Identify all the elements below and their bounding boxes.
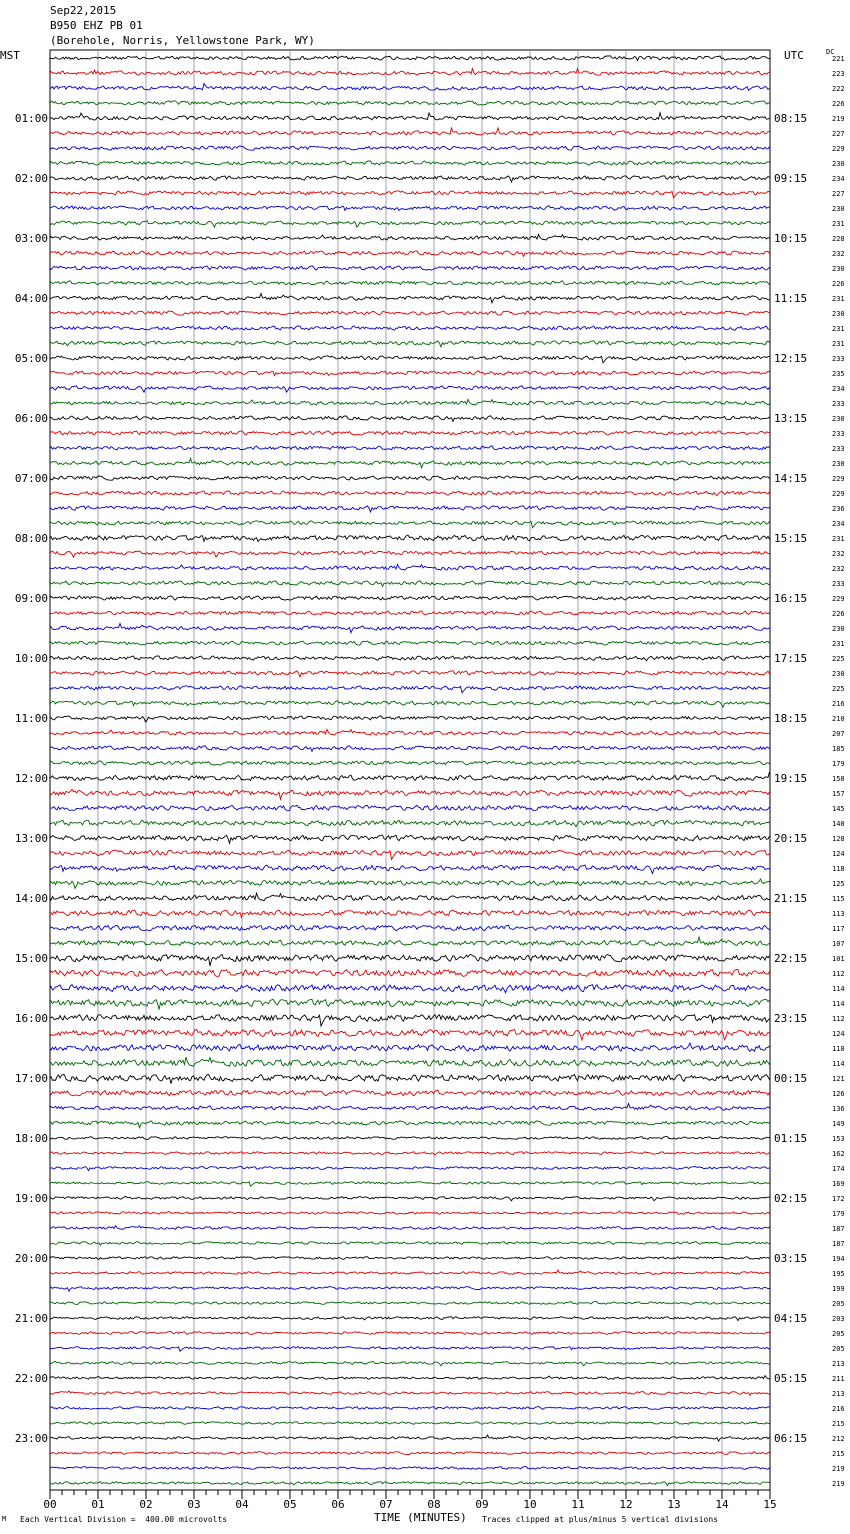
trace-line-75 [50, 1167, 770, 1171]
hour-label-left-10: 10:00 [14, 652, 48, 665]
trace-line-20 [50, 341, 770, 347]
dc-value-label-96: 219 [832, 1480, 845, 1488]
trace-line-84 [50, 1302, 770, 1305]
hour-label-right-2: 09:15 [774, 172, 808, 185]
trace-line-91 [50, 1407, 770, 1410]
dc-value-label-20: 231 [832, 340, 845, 348]
trace-line-76 [50, 1182, 770, 1187]
chart-station: B950 EHZ PB 01 [50, 19, 143, 32]
hour-label-left-5: 05:00 [14, 352, 48, 365]
trace-line-79 [50, 1226, 770, 1230]
dc-value-label-34: 232 [832, 550, 845, 558]
trace-line-21 [50, 356, 770, 363]
trace-line-59 [50, 925, 770, 931]
dc-value-label-63: 114 [832, 985, 845, 993]
dc-value-label-11: 230 [832, 205, 845, 213]
dc-value-label-62: 112 [832, 970, 845, 978]
trace-line-15 [50, 266, 770, 270]
hour-label-left-20: 20:00 [14, 1252, 48, 1265]
dc-value-label-40: 231 [832, 640, 845, 648]
dc-value-label-81: 194 [832, 1255, 845, 1263]
left-timezone-label: MST [0, 49, 20, 62]
dc-value-label-87: 205 [832, 1345, 845, 1353]
dc-value-label-23: 234 [832, 385, 845, 393]
dc-value-label-94: 215 [832, 1450, 845, 1458]
hour-label-left-12: 12:00 [14, 772, 48, 785]
hour-label-left-19: 19:00 [14, 1192, 48, 1205]
trace-line-63 [50, 985, 770, 993]
dc-value-label-57: 115 [832, 895, 845, 903]
dc-value-label-67: 118 [832, 1045, 845, 1053]
trace-line-70 [50, 1090, 770, 1096]
x-tick-label-03: 03 [187, 1498, 201, 1511]
x-axis-title: TIME (MINUTES) [374, 1511, 467, 1524]
dc-value-label-95: 219 [832, 1465, 845, 1473]
dc-value-label-19: 231 [832, 325, 845, 333]
hour-label-right-11: 18:15 [774, 712, 808, 725]
trace-line-92 [50, 1422, 770, 1425]
hour-label-right-12: 19:15 [774, 772, 808, 785]
trace-line-50 [50, 789, 770, 799]
dc-value-label-26: 233 [832, 430, 845, 438]
hour-label-left-4: 04:00 [14, 292, 48, 305]
trace-line-34 [50, 551, 770, 557]
dc-value-label-78: 179 [832, 1210, 845, 1218]
trace-line-13 [50, 234, 770, 240]
dc-value-label-45: 210 [832, 715, 845, 723]
hour-label-right-23: 06:15 [774, 1432, 808, 1445]
hour-label-left-16: 16:00 [14, 1012, 48, 1025]
trace-line-12 [50, 221, 770, 227]
dc-value-label-29: 229 [832, 475, 845, 483]
dc-value-label-33: 231 [832, 535, 845, 543]
trace-line-11 [50, 206, 770, 211]
x-tick-label-04: 04 [235, 1498, 249, 1511]
trace-line-24 [50, 399, 770, 405]
trace-line-14 [50, 251, 770, 257]
hour-label-left-3: 03:00 [14, 232, 48, 245]
hour-label-left-11: 11:00 [14, 712, 48, 725]
dc-value-label-83: 199 [832, 1285, 845, 1293]
x-tick-label-09: 09 [475, 1498, 489, 1511]
trace-line-93 [50, 1435, 770, 1441]
x-tick-label-14: 14 [715, 1498, 729, 1511]
trace-line-85 [50, 1317, 770, 1321]
hour-label-right-14: 21:15 [774, 892, 808, 905]
dc-value-label-75: 174 [832, 1165, 845, 1173]
clip-note: Traces clipped at plus/minus 5 vertical divisions [482, 1515, 719, 1524]
dc-value-label-4: 226 [832, 100, 845, 108]
x-tick-label-12: 12 [619, 1498, 633, 1511]
dc-value-label-36: 233 [832, 580, 845, 588]
trace-line-37 [50, 596, 770, 600]
dc-value-label-70: 126 [832, 1090, 845, 1098]
trace-line-17 [50, 294, 770, 303]
dc-value-label-28: 230 [832, 460, 845, 468]
trace-line-27 [50, 446, 770, 450]
x-tick-label-15: 15 [763, 1498, 777, 1511]
vertical-division-note: Each Vertical Division = 400.00 microvolts [20, 1515, 228, 1524]
dc-value-label-92: 215 [832, 1420, 845, 1428]
dc-value-label-72: 149 [832, 1120, 845, 1128]
hour-label-left-1: 01:00 [14, 112, 48, 125]
trace-line-83 [50, 1287, 770, 1292]
x-tick-label-10: 10 [523, 1498, 537, 1511]
footer-mark: M [2, 1515, 7, 1523]
dc-value-label-42: 230 [832, 670, 845, 678]
trace-line-86 [50, 1332, 770, 1335]
dc-value-label-54: 124 [832, 850, 845, 858]
dc-value-label-39: 230 [832, 625, 845, 633]
trace-line-16 [50, 281, 770, 285]
dc-value-label-8: 230 [832, 160, 845, 168]
trace-line-54 [50, 850, 770, 859]
dc-value-label-41: 225 [832, 655, 845, 663]
dc-value-label-50: 157 [832, 790, 845, 798]
trace-line-29 [50, 476, 770, 480]
trace-line-66 [50, 1029, 770, 1040]
trace-line-33 [50, 535, 770, 541]
trace-line-41 [50, 656, 770, 661]
trace-line-72 [50, 1121, 770, 1128]
hour-label-right-19: 02:15 [774, 1192, 808, 1205]
dc-value-label-14: 232 [832, 250, 845, 258]
trace-line-18 [50, 311, 770, 315]
dc-value-label-49: 158 [832, 775, 845, 783]
trace-line-39 [50, 624, 770, 633]
x-tick-label-07: 07 [379, 1498, 393, 1511]
x-tick-label-02: 02 [139, 1498, 153, 1511]
hour-label-left-23: 23:00 [14, 1432, 48, 1445]
trace-line-67 [50, 1043, 770, 1051]
dc-value-label-59: 117 [832, 925, 845, 933]
trace-line-89 [50, 1376, 770, 1380]
trace-line-36 [50, 581, 770, 587]
trace-line-8 [50, 161, 770, 165]
hour-label-right-16: 23:15 [774, 1012, 808, 1025]
dc-value-label-71: 136 [832, 1105, 845, 1113]
dc-value-label-51: 145 [832, 805, 845, 813]
trace-line-4 [50, 101, 770, 105]
trace-line-42 [50, 671, 770, 677]
hour-label-right-5: 12:15 [774, 352, 808, 365]
trace-line-25 [50, 416, 770, 422]
dc-value-label-30: 229 [832, 490, 845, 498]
trace-line-3 [50, 84, 770, 91]
trace-line-65 [50, 1015, 770, 1026]
dc-value-label-74: 162 [832, 1150, 845, 1158]
trace-line-43 [50, 686, 770, 693]
trace-line-88 [50, 1362, 770, 1366]
hour-label-left-7: 07:00 [14, 472, 48, 485]
dc-value-label-86: 205 [832, 1330, 845, 1338]
hour-label-right-3: 10:15 [774, 232, 808, 245]
trace-line-78 [50, 1211, 770, 1214]
trace-line-55 [50, 865, 770, 874]
trace-line-10 [50, 191, 770, 198]
chart-date: Sep22,2015 [50, 4, 117, 17]
trace-line-44 [50, 701, 770, 707]
dc-value-label-31: 236 [832, 505, 845, 513]
hour-label-right-8: 15:15 [774, 532, 808, 545]
dc-value-label-64: 114 [832, 1000, 845, 1008]
dc-value-label-32: 234 [832, 520, 845, 528]
trace-line-81 [50, 1257, 770, 1260]
trace-line-53 [50, 835, 770, 843]
hour-label-left-18: 18:00 [14, 1132, 48, 1145]
trace-line-30 [50, 491, 770, 496]
trace-line-61 [50, 955, 770, 967]
dc-value-label-47: 185 [832, 745, 845, 753]
dc-value-label-15: 230 [832, 265, 845, 273]
x-tick-label-05: 05 [283, 1498, 297, 1511]
trace-line-58 [50, 910, 770, 918]
dc-value-label-55: 118 [832, 865, 845, 873]
trace-line-47 [50, 746, 770, 752]
hour-label-right-18: 01:15 [774, 1132, 808, 1145]
dc-value-label-80: 187 [832, 1240, 845, 1248]
hour-label-left-13: 13:00 [14, 832, 48, 845]
trace-line-95 [50, 1467, 770, 1470]
dc-value-label-69: 121 [832, 1075, 845, 1083]
dc-value-label-38: 226 [832, 610, 845, 618]
dc-value-label-61: 101 [832, 955, 845, 963]
dc-value-label-9: 234 [832, 175, 845, 183]
dc-value-label-18: 230 [832, 310, 845, 318]
dc-value-label-90: 213 [832, 1390, 845, 1398]
dc-column-label: DC [826, 48, 835, 56]
dc-value-label-46: 207 [832, 730, 845, 738]
dc-value-label-24: 233 [832, 400, 845, 408]
trace-line-62 [50, 969, 770, 976]
dc-value-label-85: 203 [832, 1315, 845, 1323]
dc-value-label-6: 227 [832, 130, 845, 138]
hour-label-right-1: 08:15 [774, 112, 808, 125]
hour-label-left-14: 14:00 [14, 892, 48, 905]
dc-value-label-91: 216 [832, 1405, 845, 1413]
dc-value-label-2: 223 [832, 70, 845, 78]
dc-value-label-21: 233 [832, 355, 845, 363]
trace-line-38 [50, 611, 770, 615]
dc-value-label-60: 107 [832, 940, 845, 948]
trace-line-5 [50, 113, 770, 120]
dc-value-label-65: 112 [832, 1015, 845, 1023]
hour-label-left-17: 17:00 [14, 1072, 48, 1085]
dc-value-label-48: 179 [832, 760, 845, 768]
dc-value-label-66: 124 [832, 1030, 845, 1038]
trace-line-96 [50, 1482, 770, 1486]
dc-value-label-17: 231 [832, 295, 845, 303]
trace-line-49 [50, 772, 770, 781]
dc-value-label-43: 225 [832, 685, 845, 693]
dc-value-label-13: 228 [832, 235, 845, 243]
trace-line-46 [50, 729, 770, 735]
x-tick-label-11: 11 [571, 1498, 585, 1511]
trace-line-32 [50, 521, 770, 528]
trace-line-80 [50, 1242, 770, 1246]
trace-line-40 [50, 641, 770, 645]
trace-line-1 [50, 56, 770, 61]
dc-value-label-79: 187 [832, 1225, 845, 1233]
dc-value-label-16: 226 [832, 280, 845, 288]
hour-label-left-9: 09:00 [14, 592, 48, 605]
hour-label-right-6: 13:15 [774, 412, 808, 425]
chart-location: (Borehole, Norris, Yellowstone Park, WY) [50, 34, 315, 47]
trace-line-74 [50, 1152, 770, 1155]
dc-value-label-35: 232 [832, 565, 845, 573]
trace-line-69 [50, 1074, 770, 1083]
dc-value-label-22: 235 [832, 370, 845, 378]
dc-value-label-84: 205 [832, 1300, 845, 1308]
hour-label-left-22: 22:00 [14, 1372, 48, 1385]
trace-line-73 [50, 1137, 770, 1140]
trace-line-48 [50, 761, 770, 765]
dc-value-label-44: 216 [832, 700, 845, 708]
hour-label-right-4: 11:15 [774, 292, 808, 305]
trace-line-77 [50, 1197, 770, 1201]
trace-line-57 [50, 893, 770, 901]
trace-line-94 [50, 1452, 770, 1455]
dc-value-label-10: 227 [832, 190, 845, 198]
dc-value-label-5: 219 [832, 115, 845, 123]
trace-line-19 [50, 326, 770, 330]
trace-line-2 [50, 69, 770, 76]
trace-line-56 [50, 879, 770, 888]
hour-label-right-7: 14:15 [774, 472, 808, 485]
hour-label-right-17: 00:15 [774, 1072, 808, 1085]
hour-label-left-15: 15:00 [14, 952, 48, 965]
trace-line-26 [50, 431, 770, 435]
trace-line-23 [50, 386, 770, 392]
x-tick-label-00: 00 [43, 1498, 57, 1511]
trace-line-64 [50, 999, 770, 1009]
hour-label-right-13: 20:15 [774, 832, 808, 845]
trace-line-9 [50, 176, 770, 182]
hour-label-right-10: 17:15 [774, 652, 808, 665]
trace-line-71 [50, 1104, 770, 1111]
dc-value-label-56: 125 [832, 880, 845, 888]
trace-line-68 [50, 1057, 770, 1066]
trace-line-31 [50, 506, 770, 512]
x-tick-label-08: 08 [427, 1498, 441, 1511]
dc-value-label-68: 114 [832, 1060, 845, 1068]
trace-line-60 [50, 937, 770, 946]
dc-value-label-53: 128 [832, 835, 845, 843]
dc-value-label-93: 212 [832, 1435, 845, 1443]
hour-label-right-21: 04:15 [774, 1312, 808, 1325]
hour-label-left-21: 21:00 [14, 1312, 48, 1325]
hour-label-left-6: 06:00 [14, 412, 48, 425]
dc-value-label-1: 221 [832, 55, 845, 63]
dc-value-label-89: 211 [832, 1375, 845, 1383]
hour-label-left-2: 02:00 [14, 172, 48, 185]
x-tick-label-13: 13 [667, 1498, 681, 1511]
right-timezone-label: UTC [784, 49, 804, 62]
dc-value-label-52: 140 [832, 820, 845, 828]
trace-line-35 [50, 564, 770, 570]
hour-label-right-20: 03:15 [774, 1252, 808, 1265]
dc-value-label-82: 195 [832, 1270, 845, 1278]
dc-value-label-88: 213 [832, 1360, 845, 1368]
dc-value-label-76: 169 [832, 1180, 845, 1188]
trace-line-6 [50, 128, 770, 135]
dc-value-label-25: 230 [832, 415, 845, 423]
dc-value-label-12: 231 [832, 220, 845, 228]
hour-label-right-22: 05:15 [774, 1372, 808, 1385]
x-tick-label-06: 06 [331, 1498, 345, 1511]
dc-value-label-3: 222 [832, 85, 845, 93]
trace-line-52 [50, 820, 770, 827]
dc-value-label-73: 153 [832, 1135, 845, 1143]
trace-line-28 [50, 459, 770, 468]
dc-value-label-58: 113 [832, 910, 845, 918]
trace-line-51 [50, 805, 770, 811]
hour-label-right-15: 22:15 [774, 952, 808, 965]
dc-value-label-37: 229 [832, 595, 845, 603]
hour-label-left-8: 08:00 [14, 532, 48, 545]
x-tick-label-01: 01 [91, 1498, 105, 1511]
dc-value-label-77: 172 [832, 1195, 845, 1203]
trace-line-22 [50, 371, 770, 376]
trace-line-90 [50, 1391, 770, 1396]
trace-line-7 [50, 146, 770, 150]
hour-label-right-9: 16:15 [774, 592, 808, 605]
trace-line-82 [50, 1270, 770, 1275]
dc-value-label-7: 229 [832, 145, 845, 153]
trace-line-45 [50, 716, 770, 722]
dc-value-label-27: 233 [832, 445, 845, 453]
trace-line-87 [50, 1347, 770, 1352]
